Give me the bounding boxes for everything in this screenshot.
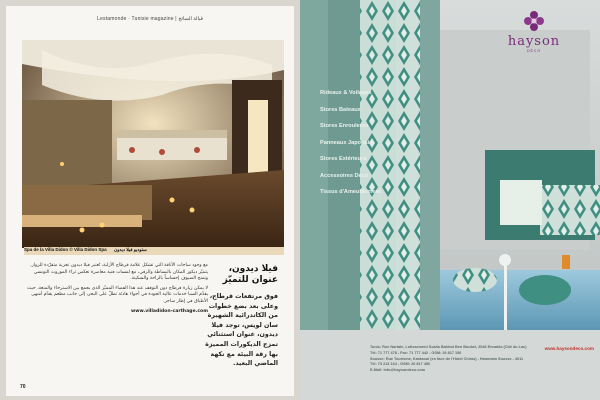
article-body (24, 263, 208, 318)
product-menu (320, 90, 410, 206)
caption-arabic: ستوديو فيلا ديدون (113, 247, 147, 252)
running-head: Lestamonde · Tunisie magazine | قبالة السائح (97, 16, 203, 22)
brand-name: hayson (507, 34, 561, 49)
brand-tagline: DÉCO (526, 49, 542, 53)
menu-item-stores-enrouleurs[interactable]: Stores Enrouleurs (320, 123, 369, 129)
article-lead: فوق مرتفعات قرطاج، وعلى بعد بضع خطوات من الكاتدرائية الشهيرة سان لويس، توجد فيلا ديدون، عنوان استثنائي تمزج الديكورات المميزة بها رقة البيئة مع نكهة الماضي البعيد. (205, 293, 278, 368)
menu-item-tissus[interactable]: Tissus d'Ameublement (320, 189, 381, 195)
website-link[interactable]: www.haysondeco.com (544, 346, 594, 351)
address-line: Tunis: Rue Nartale, Lotissement Scalia Bahirat Ben Boubel, 2046 Ennahla (Cité du Lac) (370, 345, 527, 349)
advertisement-page (300, 0, 600, 400)
menu-item-accessoires-deco[interactable]: Accessoires Déco (320, 172, 369, 179)
address-line: Tél: 71 777 478 - Fax: 71 777 442 - GSM: 26 817 156 (370, 350, 462, 355)
email-line[interactable]: E-Mail: info@haysondeco.com (370, 368, 426, 373)
menu-item-rideaux[interactable]: Rideaux & Voilages (320, 90, 372, 96)
page-number: 70 (20, 384, 26, 390)
address-line: Tél: 73 213 164 - GSM: 26 817 456 (370, 362, 431, 367)
website-link[interactable]: www.villadidon-carthage.com (131, 308, 208, 314)
address-line: Sousse: Rue Tourisme, Kantaoui (en face de l'Hotel Chiraz) - Hammam Sousse - 4011 (370, 356, 524, 361)
menu-item-stores-exterieurs[interactable]: Stores Extérieurs (320, 156, 367, 162)
body-paragraph: مع وجود ساحات الأناقة التي تشكل علامة قرطاج الأزلية، تُعتبر فيلا ديدون تجربة متفرّدة للزوار. يتميّز ديكور المكان بالبساطة والرقي، مع لمسات فنية معاصرة تعكس ثراء الموروث التونسي وتمنح الضيوف إحساساً بالراحة والسكينة. (30, 263, 208, 282)
menu-item-panneaux-japonais[interactable]: Panneaux Japonais (320, 139, 373, 146)
photo-caption (24, 247, 284, 255)
menu-item-stores-bateaux[interactable]: Stores Bateaux (320, 106, 361, 113)
body-paragraph: لا يمكن زيارة قرطاج دون التوقف عند هذا الفضاء المميّز الذي يجمع بين الاسترخاء والمتعة، حيث يقدّم السبا خدمات عالية الجودة في أجواء هادئة تطلّ على البحر، إلى جانب مطعم يقدّم أشهى الأطباق في إطار ساحر. (27, 285, 208, 304)
article-title: فيلا ديدون، عنوان للتميّز (222, 264, 278, 285)
hayson-logo[interactable] (494, 10, 574, 56)
left-page (6, 6, 294, 396)
caption-latin: Spa de la Villa Didon © Villa Didon Spa (24, 247, 107, 252)
contact-block (370, 345, 598, 374)
spa-photo (22, 40, 284, 248)
flower-logo-icon (523, 10, 545, 32)
